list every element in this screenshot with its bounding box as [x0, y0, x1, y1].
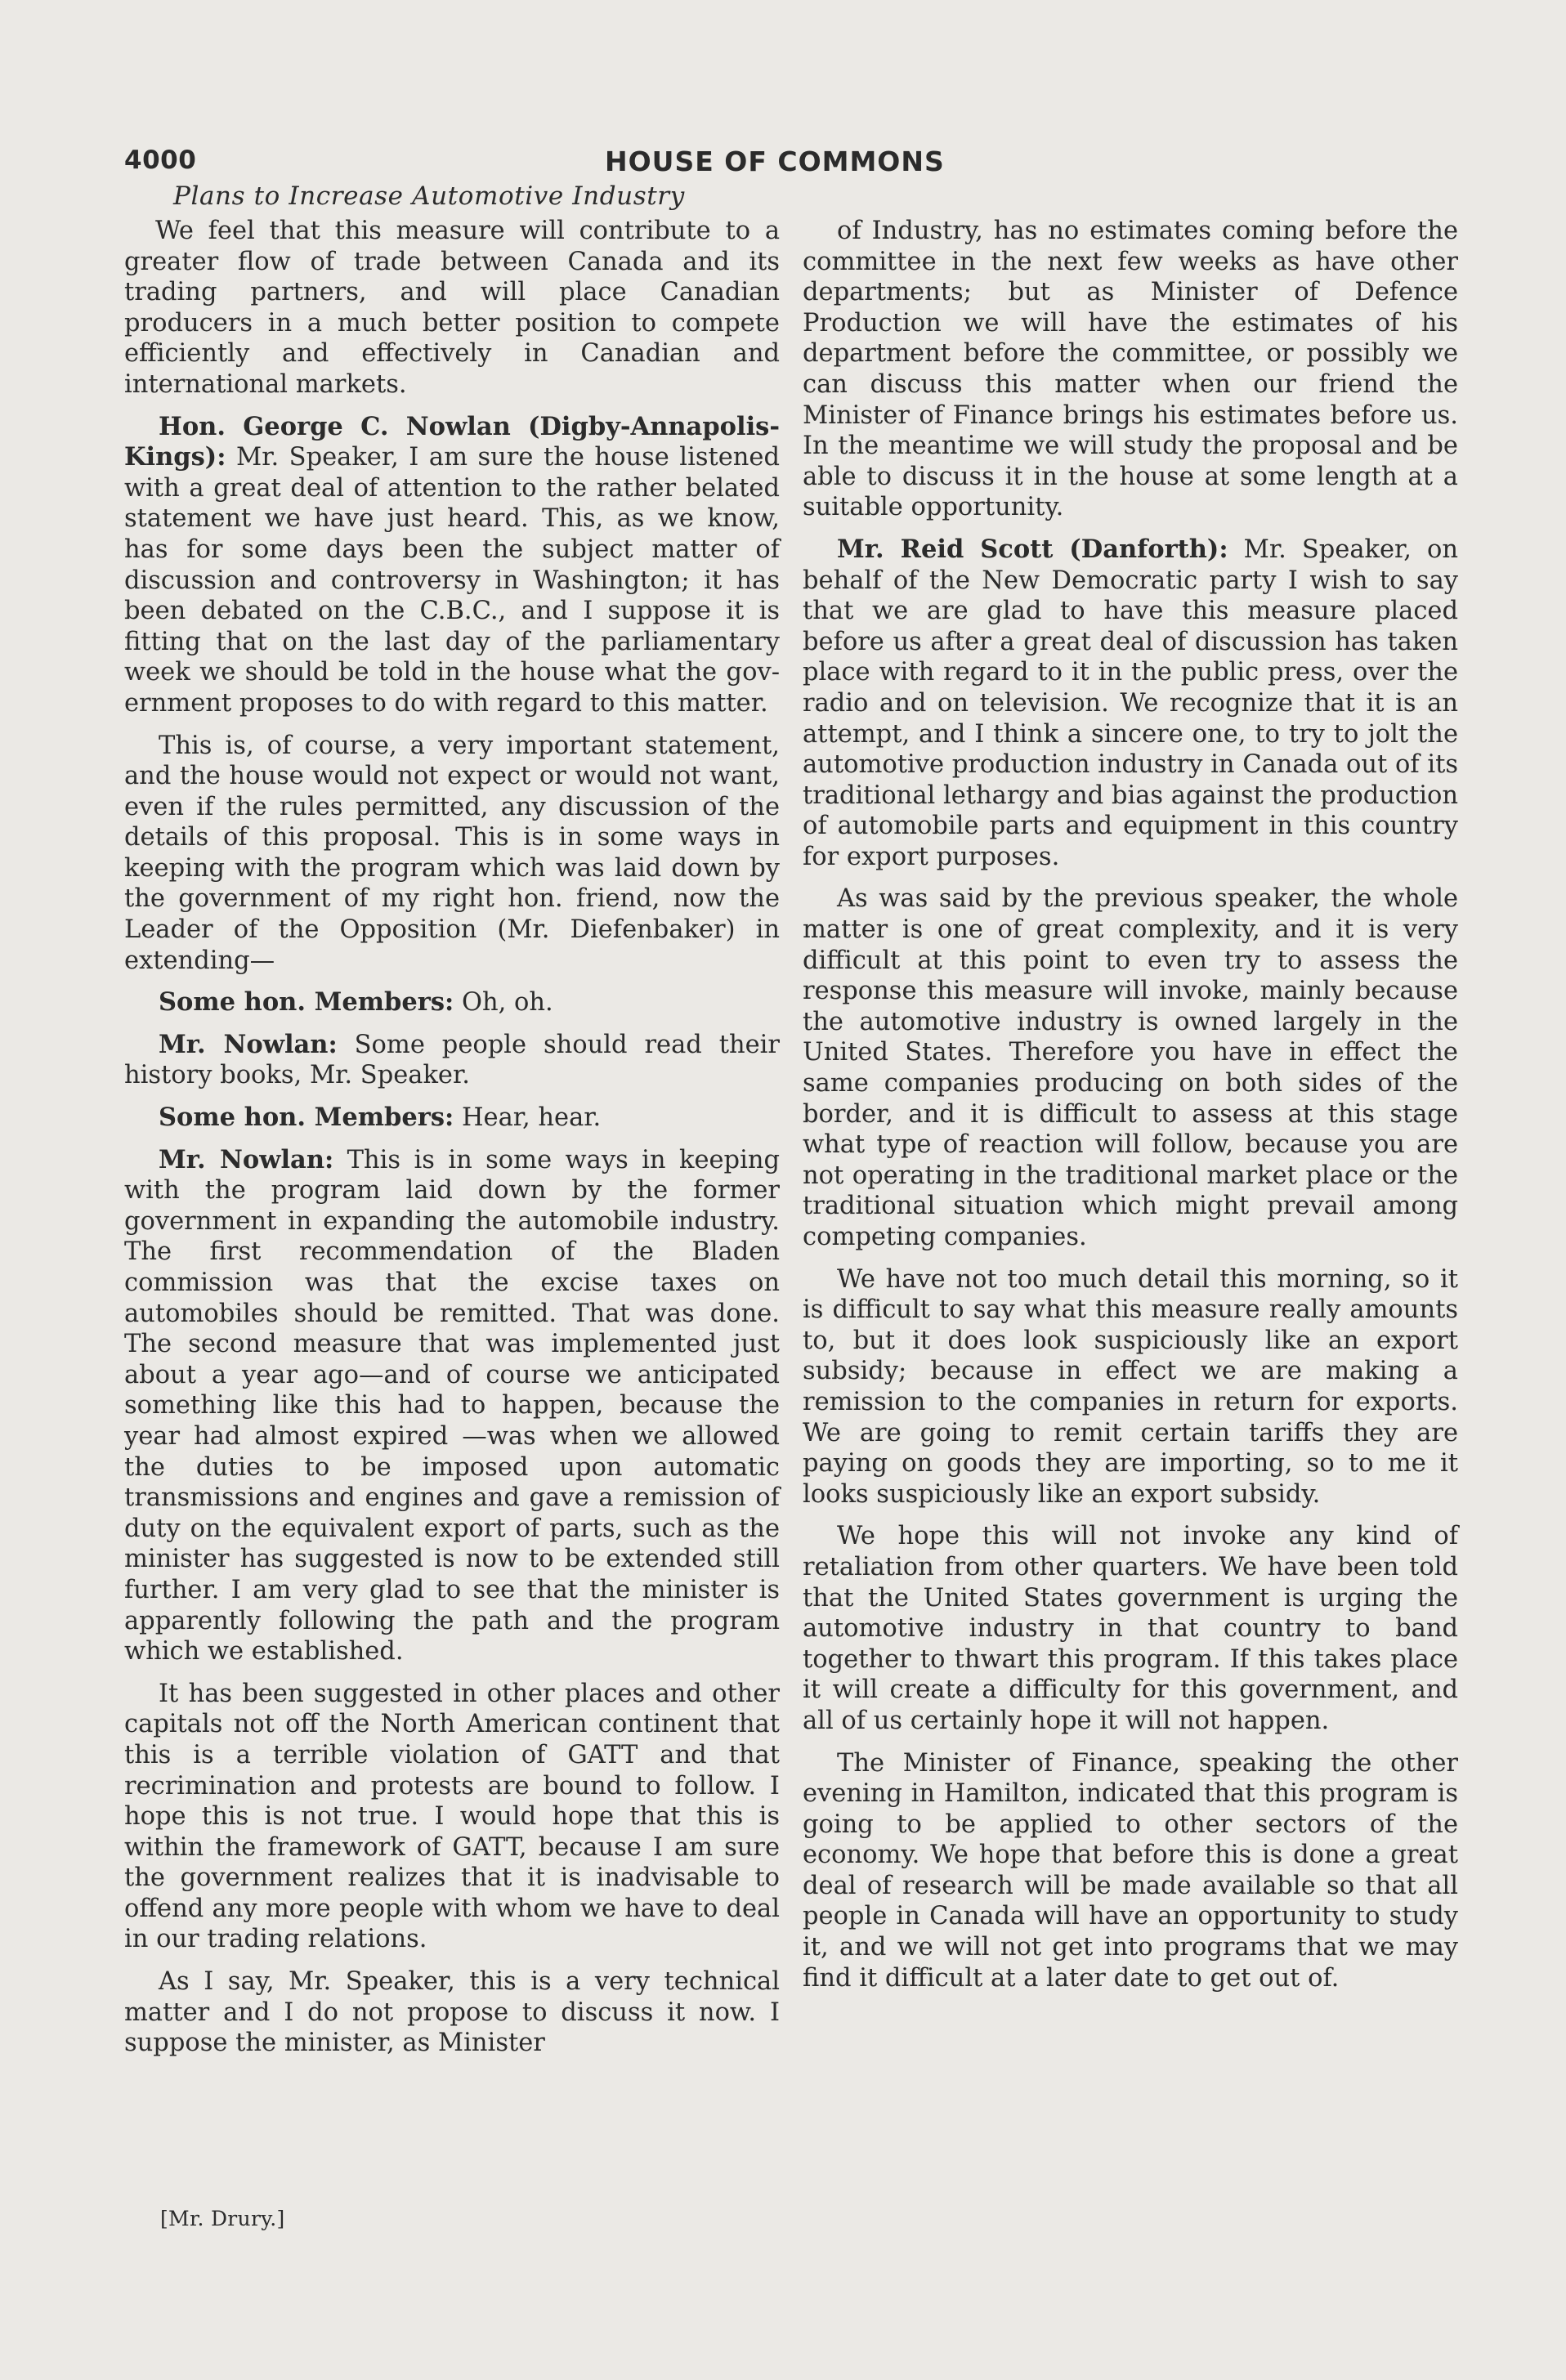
paragraph: [124, 731, 780, 977]
paragraph-text: This is in some ways in keeping with the program laid down by the former government in expanding the automobile industry. The first recommendation of the Bladen commission was that the excise taxes on automobiles should be remitted. That was done. The second measure that was implemented just about a year ago—and of course we anticipated something like this had to happen, because the year had almost expired —was when we allowed the duties to be imposed upon automatic transmissions and engines and gave a remission of duty on the equivalent export of parts, such as the minister has suggested is now to be extended still further. I am very glad to see that the minister is apparently following the path and the program which we established.: [124, 1145, 780, 1666]
paragraph: [124, 1030, 780, 1091]
paragraph-text: As was said by the previous speaker, the whole matter is one of great complexity, and it is very difficult at this point to even try to assess the response this measure will invoke, mainly because the automotive industry is owned largely in the United States. Therefore you have in effect the same companies producing on both sides of the border, and it is difficult to assess at this stage what type of reaction will follow, because you are not operating in the traditional market place or the traditional situation which might prevail among competing companies.: [803, 884, 1458, 1251]
paragraph: [124, 987, 780, 1018]
paragraph-text: We hope this will not invoke any kind of retaliation from other quarters. We have been told that the United States government is urging the automotive industry in that country to band together to thwart this program. If this takes place it will create a difficulty for this government, and all of us certainly hope it will not happen.: [803, 1522, 1458, 1735]
paragraph-text: We feel that this measure will contribute to a greater flow of trade between Canada and its trading partners, and will place Canadian producers in a much better position to compete efficiently and effectively in Canadian and international markets.: [124, 217, 780, 399]
page-number: 4000: [124, 145, 197, 175]
speaker-name: Mr. Nowlan:: [159, 1144, 334, 1174]
paragraph: [803, 1264, 1458, 1510]
paragraph-text: Hear, hear.: [454, 1103, 602, 1133]
paragraph-text: Some people should read their history books, Mr. Speaker.: [124, 1030, 781, 1090]
paragraph: [803, 1521, 1458, 1736]
paragraph-text: Mr. Speaker, on behalf of the New Democratic party I wish to say that we are glad to have this measure placed before us after a great deal of discussion has taken place with regard to it in the public press, over the radio and on television. We recognize that it is an attempt, and I think a sincere one, to try to jolt the automotive production industry in Canada out of its traditional lethargy and bias against the production of automobile parts and equipment in this country for export purposes.: [803, 535, 1459, 871]
page-header: [124, 145, 1470, 181]
footer-note: [Mr. Drury.]: [160, 2207, 285, 2230]
paragraph-text: We have not too much detail this morning, so it is difficult to say what this measure really amounts to, but it does look suspiciously like an export subsidy; because in effect we are making a remission to the companies in return for exports. We are going to remit certain tariffs they are paying on goods they are importing, so to me it looks suspiciously like an export subsidy.: [803, 1264, 1458, 1509]
paragraph-text: The Minister of Finance, speaking the other evening in Hamilton, indicated that this program is going to be applied to other sectors of the economy. We hope that before this is done a great deal of research will be made available so that all people in Canada will have an opportunity to study it, and we will not get into programs that we may find it difficult at a later date to get out of.: [803, 1748, 1458, 1993]
journal-title: HOUSE OF COMMONS: [605, 145, 945, 177]
speaker-name: Some hon. Members:: [159, 1103, 454, 1133]
speaker-name: Mr. Reid Scott (Danforth):: [837, 534, 1228, 564]
speaker-name: Mr. Nowlan:: [159, 1029, 338, 1059]
paragraph: [803, 884, 1458, 1252]
paragraph: [124, 1966, 780, 2059]
paragraph-text: Oh, oh.: [454, 988, 553, 1018]
paragraph: [803, 216, 1458, 523]
paragraph: [803, 535, 1458, 873]
speaker-name: Some hon. Members:: [159, 987, 454, 1018]
paragraph-text: This is, of course, a very important statement, and the house would not expect or would not want, even if the rules permitted, any discussion of the details of this proposal. This is in some ways in keeping with the program which was laid down by the government of my right hon. friend, now the Leader of the Opposition (Mr. Diefenbaker) in extending—: [124, 731, 780, 975]
paragraph: [803, 1748, 1458, 1994]
paragraph: [124, 1145, 780, 1667]
paragraph-text: It has been suggested in other places and other capitals not off the North American continent that this is a terrible violation of GATT and that recrimination and protests are bound to follow. I hope this is not true. I would hope that this is within the framework of GATT, because I am sure the government realizes that it is inadvisable to offend any more people with whom we have to deal in our trading relations.: [124, 1679, 780, 1954]
left-column: [124, 216, 780, 2070]
section-heading: Plans to Increase Automotive Industry: [173, 181, 685, 211]
paragraph: [124, 412, 780, 719]
paragraph-text: Mr. Speaker, I am sure the house listened with a great deal of attention to the rather belated statement we have just heard. This, as we know, has for some days been the subject matter of discussion and controversy in Washington; it has been debated on the C.B.C., and I suppose it is fitting that on the last day of the parliamentary week we should be told in the house what the government proposes to do with regard to this matter.: [124, 443, 780, 718]
paragraph: [124, 1679, 780, 1955]
speaker-name: Hon. George C. Nowlan (Digby-Annapolis-Kings):: [124, 411, 780, 472]
paragraph-text: of Industry, has no estimates coming before the committee in the next few weeks as have other departments; but as Minister of Defence Production we will have the estimates of his department before the committee, or possibly we can discuss this matter when our friend the Minister of Finance brings his estimates before us. In the meantime we will study the proposal and be able to discuss it in the house at some length at a suitable opportunity.: [803, 217, 1458, 522]
right-column: [803, 216, 1458, 2005]
paragraph: [124, 216, 780, 400]
paragraph-text: As I say, Mr. Speaker, this is a very technical matter and I do not propose to discuss it now. I suppose the minister, as Minister: [124, 1967, 780, 2058]
paragraph: [124, 1103, 780, 1134]
